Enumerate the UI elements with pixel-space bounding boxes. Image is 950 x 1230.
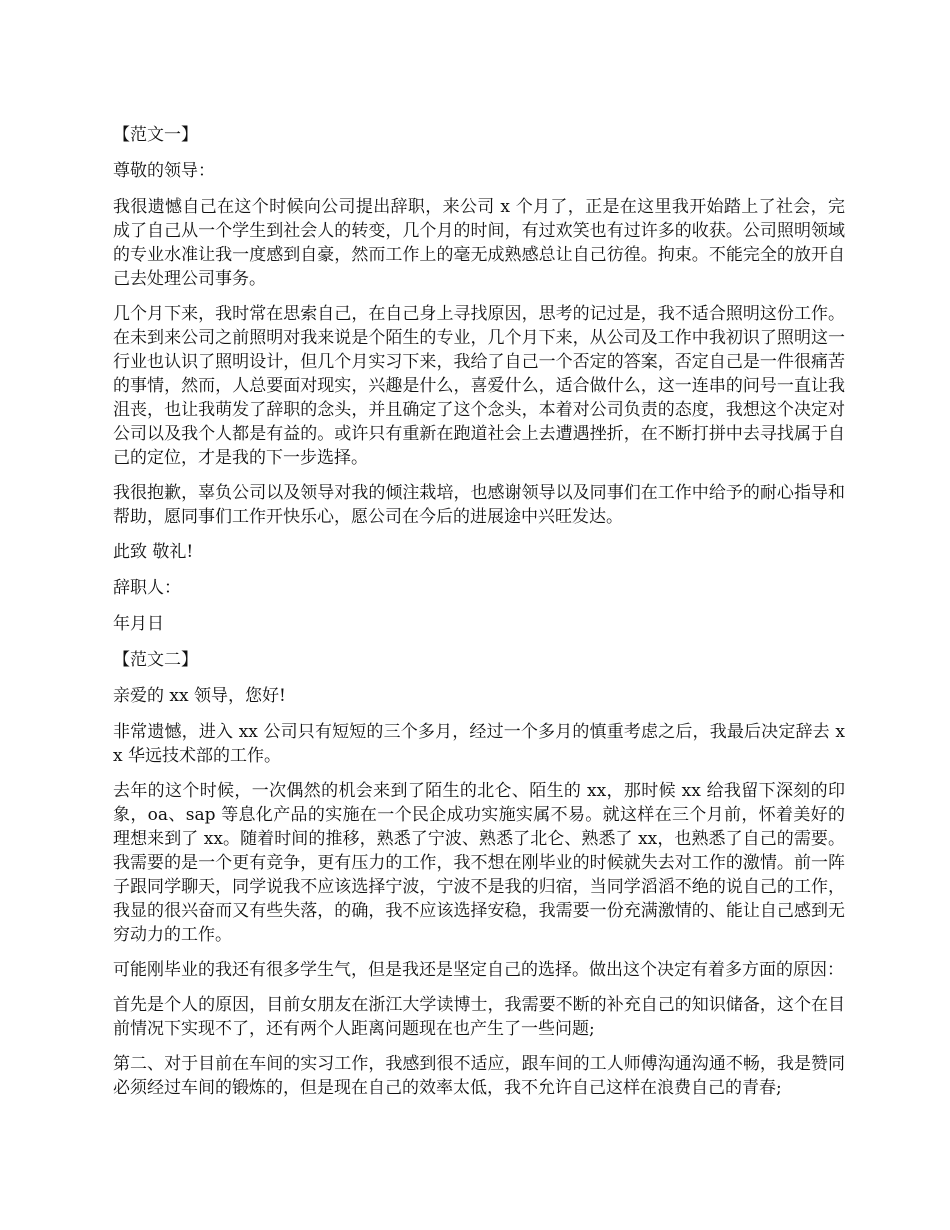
paragraph: 第二、对于目前在车间的实习工作，我感到很不适应，跟车间的工人师傅沟通沟通不畅，我是赞同必须经过车间的锻炼的，但是现在自己的效率太低，我不允许自己这样在浪费自己的青春; (113, 1054, 845, 1098)
paragraph: 我很遗憾自己在这个时候向公司提出辞职，来公司 x 个月了，正是在这里我开始踏上了社会，完成了自己从一个学生到社会人的转变，几个月的时间，有过欢笑也有过许多的收获。公司照明领域的专业水准让我一度感到自豪，然而工作上的毫无成熟感总让自己彷徨。拘束。不能完全的放开自己去处理公司事务。 (113, 197, 845, 289)
salutation: 尊敬的领导： (113, 161, 215, 181)
salutation: 亲爱的 xx 领导，您好! (113, 686, 286, 706)
paragraph: 我很抱歉，辜负公司以及领导对我的倾注栽培，也感谢领导以及同事们在工作中给予的耐心指导和帮助，愿同事们工作开快乐心，愿公司在今后的进展途中兴旺发达。 (113, 483, 845, 527)
document-body (113, 123, 845, 1111)
date-label: 年月日 (113, 614, 164, 634)
paragraph: 去年的这个时候，一次偶然的机会来到了陌生的北仑、陌生的 xx，那时候 xx 给我留下深刻的印象，oa、sap 等息化产品的实施在一个民企成功实施实属不易。就这样在三个月前，怀着美好的理想来到了 xx。随着时间的推移，熟悉了宁波、熟悉了北仑、熟悉了 xx，也熟悉了自己的需要。我需要的是一个更有竞争，更有压力的工作，我不想在刚毕业的时候就失去对工作的激情。前一阵子跟同学聊天，同学说我不应该选择宁波，宁波不是我的归宿，当同学滔滔不绝的说自己的工作，我显的很兴奋而又有些失落，的确，我不应该选择安稳，我需要一份充满激情的、能让自己感到无穷动力的工作。 (113, 781, 845, 945)
closing: 此致 敬礼! (113, 542, 194, 562)
paragraph: 非常遗憾，进入 xx 公司只有短短的三个多月，经过一个多月的慎重考虑之后，我最后决定辞去 xx 华远技术部的工作。 (113, 722, 845, 766)
heading-sample-two: 【范文二】 (113, 650, 198, 670)
paragraph: 几个月下来，我时常在思索自己，在自己身上寻找原因，思考的记过是，我不适合照明这份工作。在未到来公司之前照明对我来说是个陌生的专业，几个月下来，从公司及工作中我初识了照明这一行业也认识了照明设计，但几个月实习下来，我给了自己一个否定的答案，否定自己是一件很痛苦的事情，然而，人总要面对现实，兴趣是什么，喜爱什么，适合做什么，这一连串的问号一直让我沮丧，也让我萌发了辞职的念头，并且确定了这个念头，本着对公司负责的态度，我想这个决定对公司以及我个人都是有益的。或许只有重新在跑道社会上去遭遇挫折，在不断打拼中去寻找属于自己的定位，才是我的下一步选择。 (113, 304, 845, 468)
paragraph: 可能刚毕业的我还有很多学生气，但是我还是坚定自己的选择。做出这个决定有着多方面的原因： (113, 960, 844, 980)
resigner-label: 辞职人： (113, 578, 181, 598)
heading-sample-one: 【范文一】 (113, 125, 198, 145)
paragraph: 首先是个人的原因，目前女朋友在浙江大学读博士，我需要不断的补充自己的知识储备，这个在目前情况下实现不了，还有两个人距离问题现在也产生了一些问题; (113, 995, 845, 1039)
